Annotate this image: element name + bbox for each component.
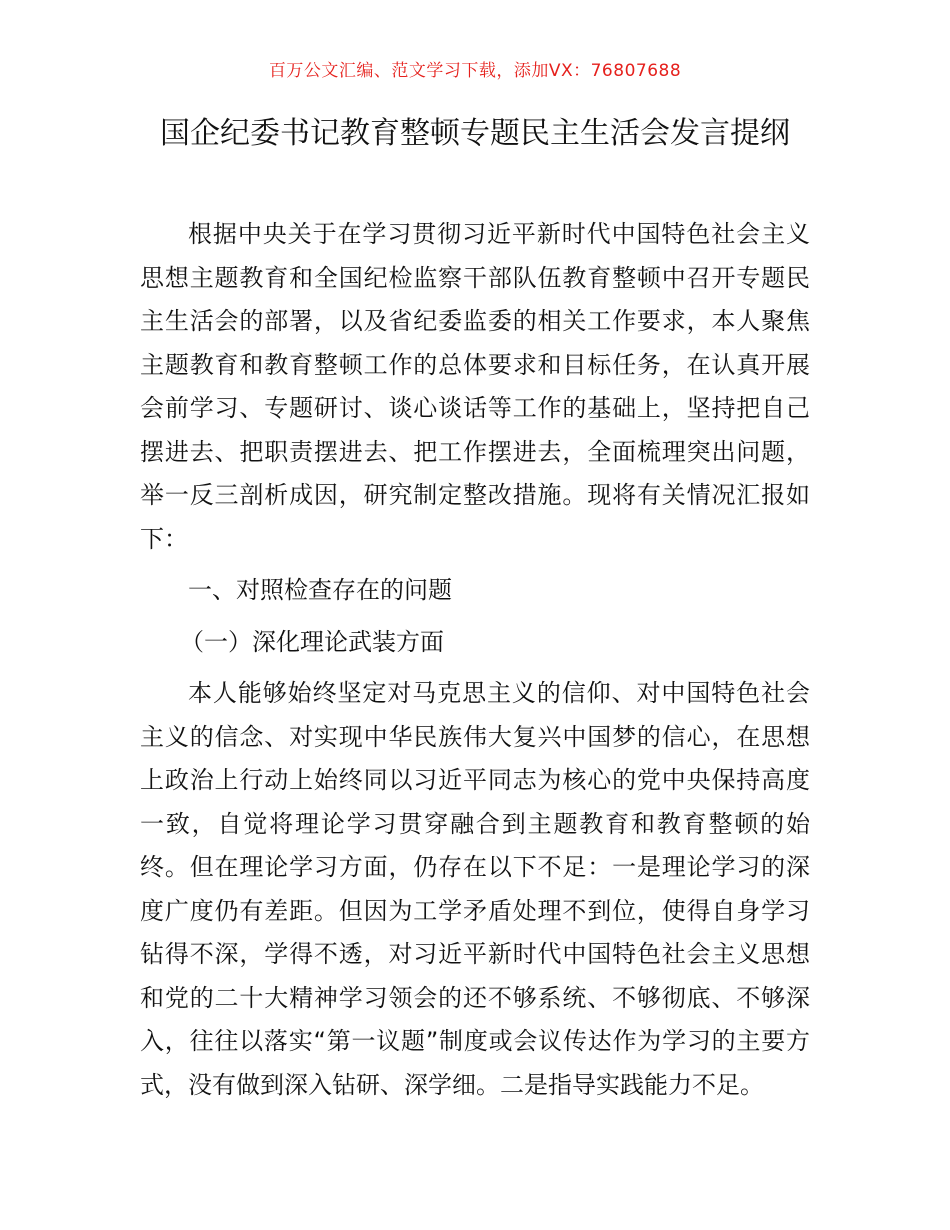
section-heading: 一、对照检查存在的问题 [188, 576, 452, 604]
document-body [140, 213, 810, 1107]
header-promo-note: 百万公文汇编、范文学习下载，添加VX：76807688 [268, 61, 682, 81]
subsection-heading: （一）深化理论武装方面 [180, 627, 444, 656]
intro-paragraph: 根据中央关于在学习贯彻习近平新时代中国特色社会主义思想主题教育和全国纪检监察干部队伍教育整顿中召开专题民主生活会的部署，以及省纪委监委的相关工作要求，本人聚焦主题教育和教育整顿工作的总体要求和目标任务，在认真开展会前学习、专题研讨、谈心谈话等工作的基础上，坚持把自己摆进去、把职责摆进去、把工作摆进去，全面梳理突出问题，举一反三剖析成因，研究制定整改措施。现将有关情况汇报如下： [140, 220, 810, 553]
document-title: 国企纪委书记教育整顿专题民主生活会发言提纲 [160, 116, 790, 151]
body-paragraph: 本人能够始终坚定对马克思主义的信仰、对中国特色社会主义的信念、对实现中华民族伟大复兴中国梦的信心，在思想上政治上行动上始终同以习近平同志为核心的党中央保持高度一致，自觉将理论学习贯穿融合到主题教育和教育整顿的始终。但在理论学习方面，仍存在以下不足：一是理论学习的深度广度仍有差距。但因为工学矛盾处理不到位，使得自身学习钻得不深，学得不透，对习近平新时代中国特色社会主义思想和党的二十大精神学习领会的还不够系统、不够彻底、不够深入，往往以落实“第一议题”制度或会议传达作为学习的主要方式，没有做到深入钻研、深学细。二是指导实践能力不足。 [140, 679, 810, 1099]
